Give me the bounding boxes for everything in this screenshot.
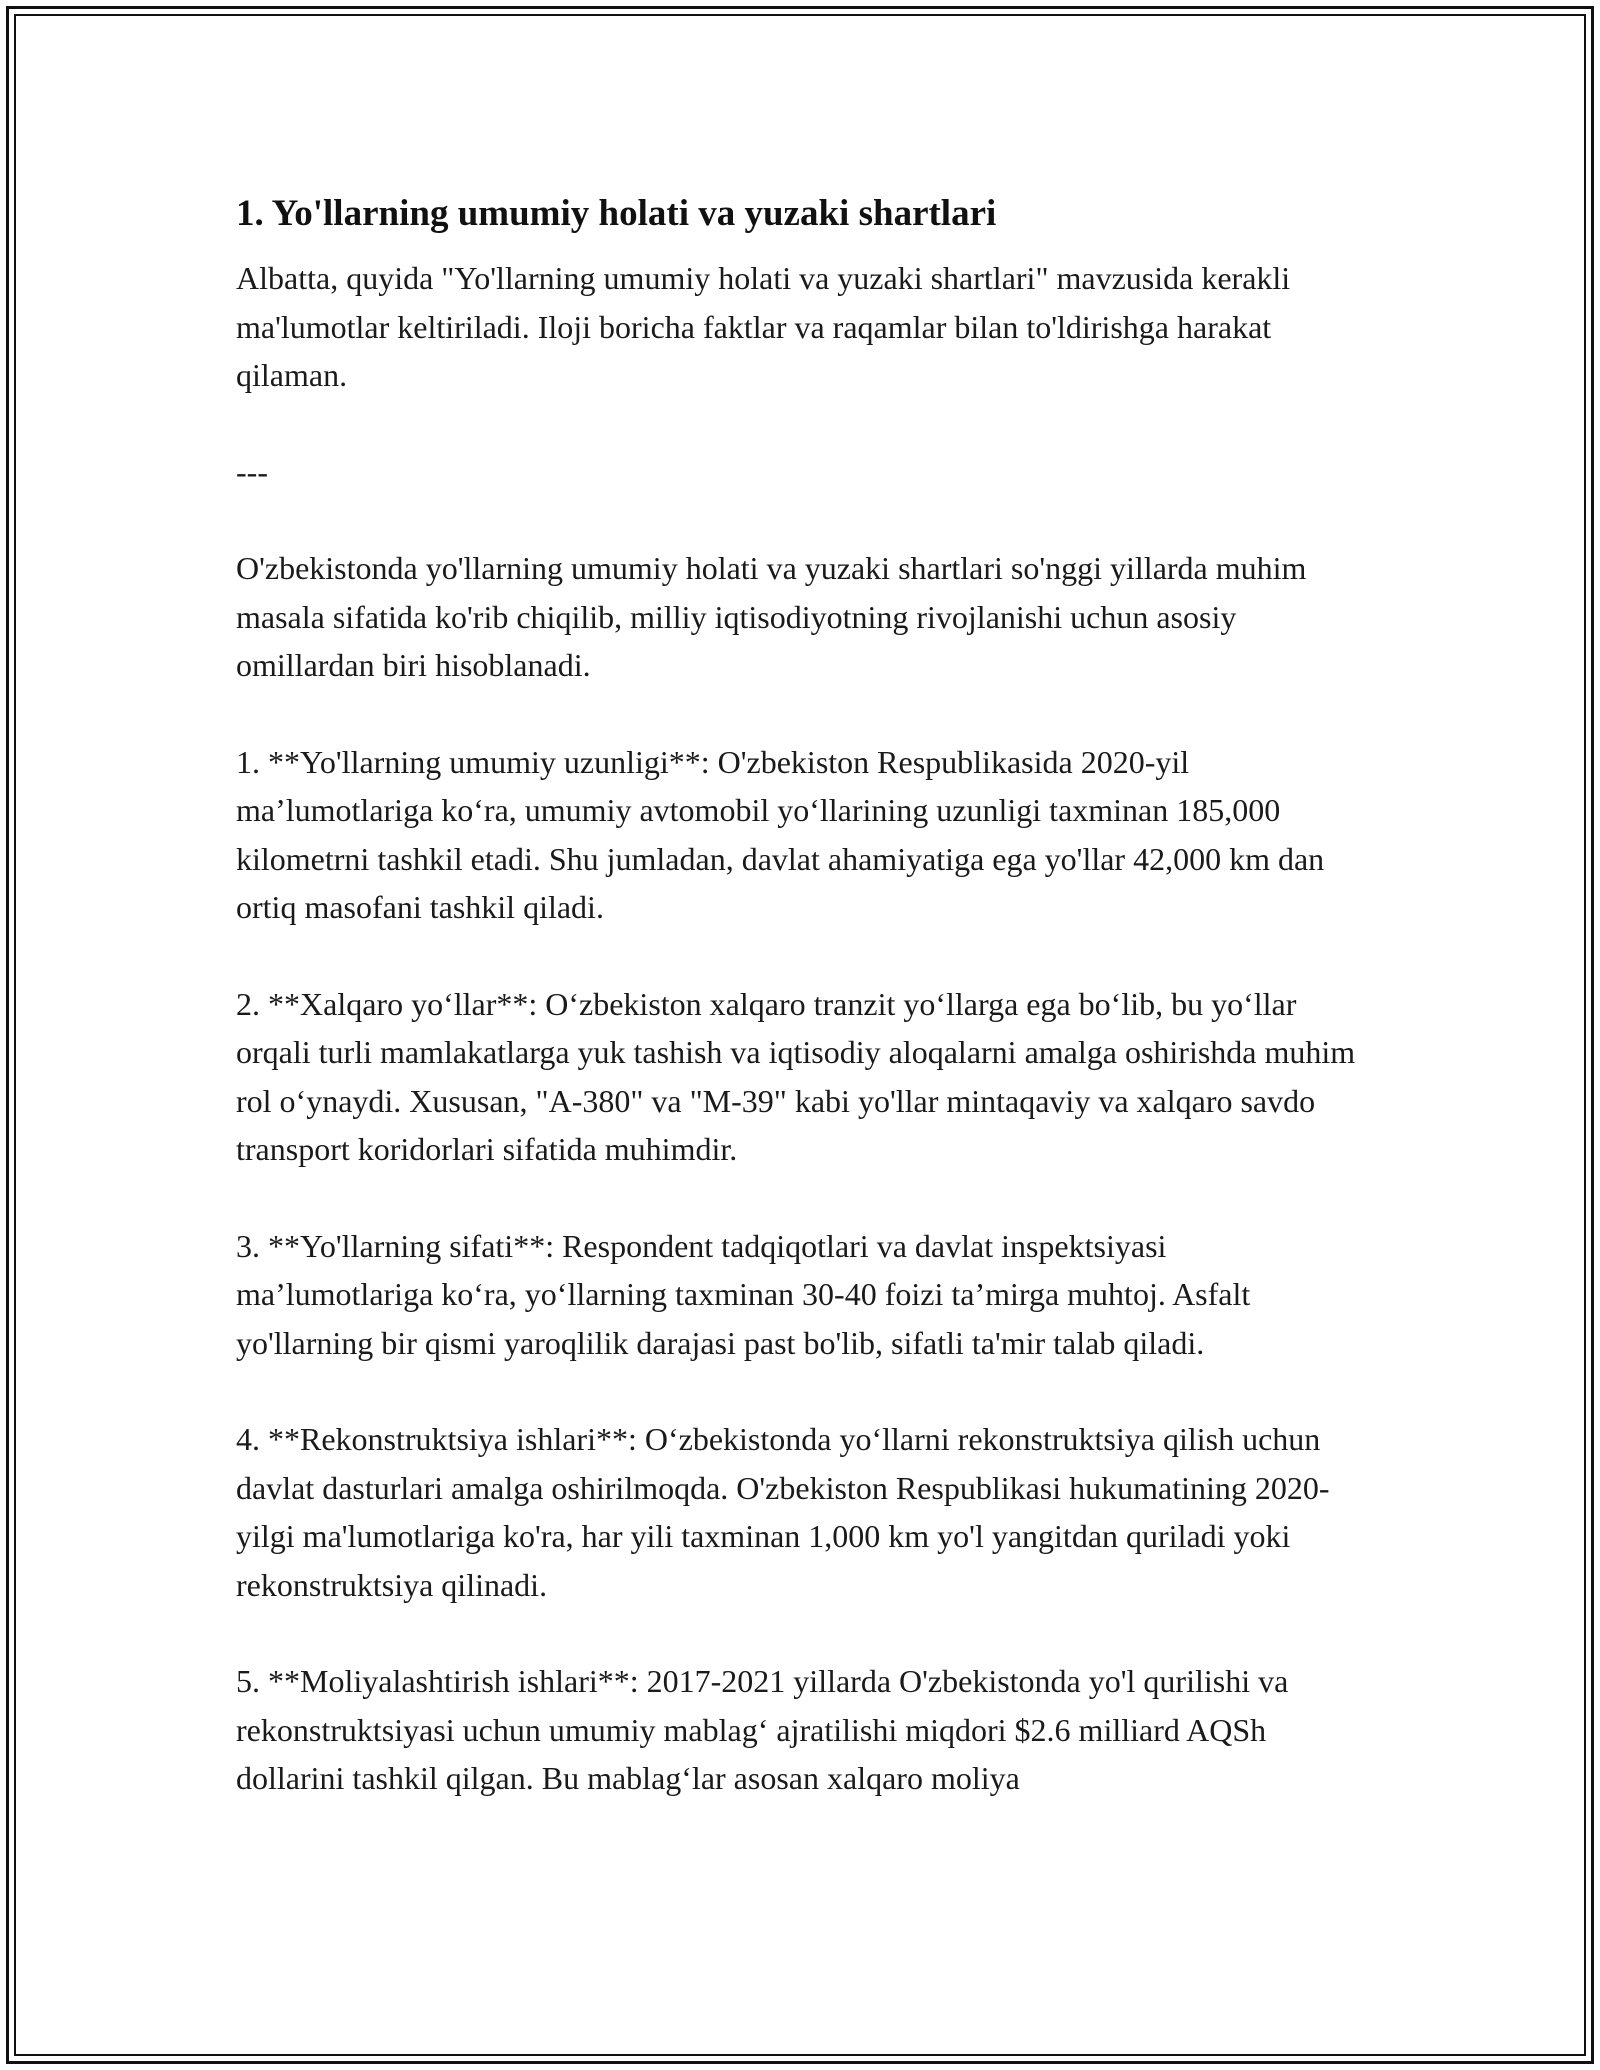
- list-item-financing: 5. **Moliyalashtirish ishlari**: 2017-2021 yillarda O'zbekistonda yo'l qurilishi va rekonstruktsiyasi uchun umumiy mablag‘ ajratilishi miqdori $2.6 milliard AQSh dollarini tashkil qilgan. Bu mablag‘lar asosan xalqaro moliya: [236, 1663, 1289, 1796]
- document-body: [236, 188, 1366, 1851]
- list-item-reconstruction: 4. **Rekonstruktsiya ishlari**: O‘zbekistonda yo‘llarni rekonstruktsiya qilish uchun davlat dasturlari amalga oshirilmoqda. O'zbekiston Respublikasi hukumatining 2020-yilgi ma'lumotlariga ko'ra, har yili taxminan 1,000 km yo'l yangitdan quriladi yoki rekonstruktsiya qilinadi.: [236, 1421, 1330, 1603]
- list-item-road-length: 1. **Yo'llarning umumiy uzunligi**: O'zbekiston Respublikasida 2020-yil ma’lumotlariga ko‘ra, umumiy avtomobil yo‘llarining uzunligi taxminan 185,000 kilometrni tashkil etadi. Shu jumladan, davlat ahamiyatiga ega yo'llar 42,000 km dan ortiq masofani tashkil qiladi.: [236, 743, 1325, 925]
- section-heading: 1. Yo'llarning umumiy holati va yuzaki shartlari: [236, 193, 997, 234]
- intro-paragraph: Albatta, quyida "Yo'llarning umumiy holati va yuzaki shartlari" mavzusida kerakli ma'lumotlar keltiriladi. Iloji boricha faktlar va raqamlar bilan to'ldirishga harakat qilaman.: [236, 260, 1291, 393]
- separator-line: ---: [236, 453, 268, 490]
- list-item-road-quality: 3. **Yo'llarning sifati**: Respondent tadqiqotlari va davlat inspektsiyasi ma’lumotlariga ko‘ra, yo‘llarning taxminan 30-40 foizi ta’mirga muhtoj. Asfalt yo'llarning bir qismi yaroqlilik darajasi past bo'lib, sifatli ta'mir talab qiladi.: [236, 1227, 1251, 1361]
- overview-paragraph: O'zbekistonda yo'llarning umumiy holati va yuzaki shartlari so'nggi yillarda muhim masala sifatida ko'rib chiqilib, milliy iqtisodiyotning rivojlanishi uchun asosiy omillardan biri hisoblanadi.: [236, 550, 1307, 683]
- list-item-international-roads: 2. **Xalqaro yo‘llar**: O‘zbekiston xalqaro tranzit yo‘llarga ega bo‘lib, bu yo‘llar orqali turli mamlakatlarga yuk tashish va iqtisodiy aloqalarni amalga oshirishda muhim rol o‘ynaydi. Xususan, "A-380" va "M-39" kabi yo'llar mintaqaviy va xalqaro savdo transport koridorlari sifatida muhimdir.: [236, 985, 1356, 1167]
